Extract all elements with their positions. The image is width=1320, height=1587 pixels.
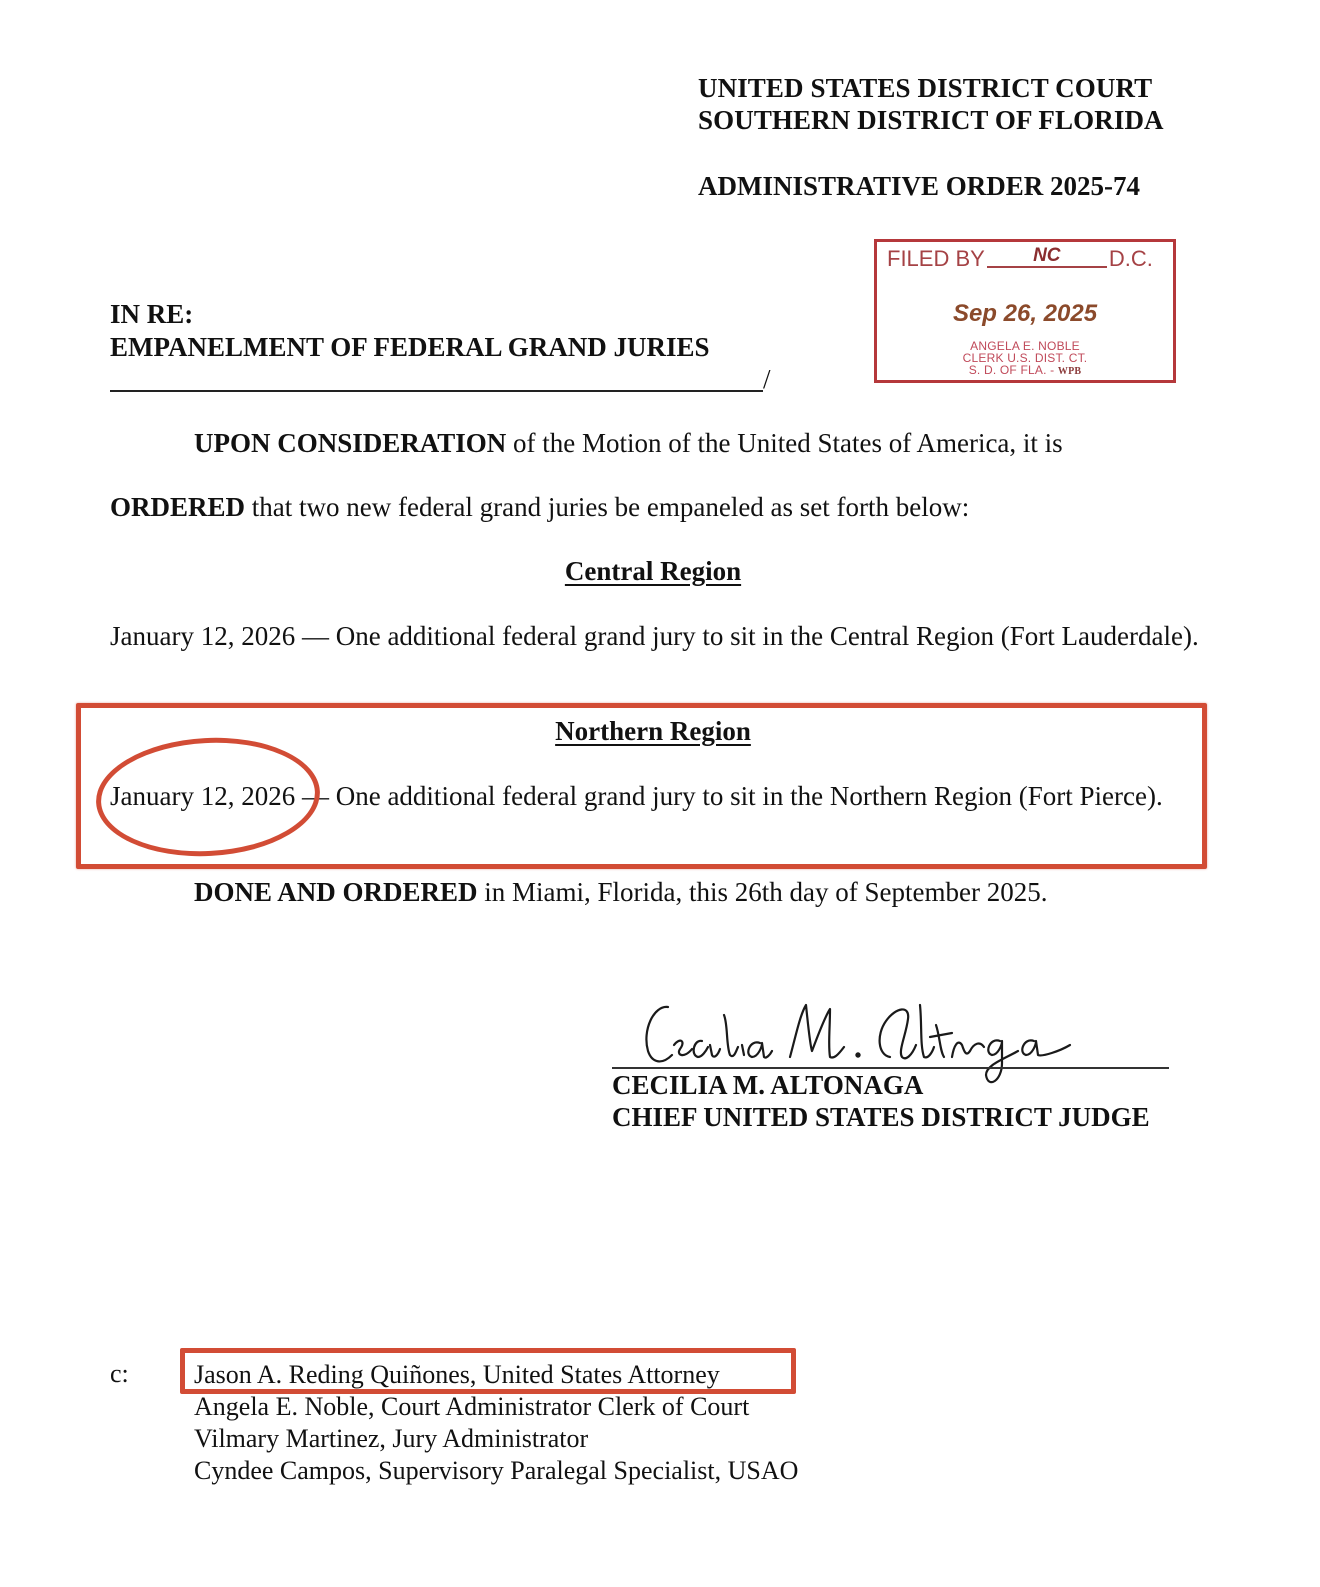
done-and-ordered-paragraph — [194, 876, 1047, 908]
central-region-text: January 12, 2026 — One additional federal grand jury to sit in the Central Region (Fort Lauderdale). — [110, 621, 1199, 651]
cc-recipient: Jason A. Reding Quiñones, United States Attorney — [194, 1360, 720, 1389]
upon-consideration-bold: UPON CONSIDERATION — [194, 428, 507, 458]
in-re-label: IN RE: — [110, 299, 194, 329]
cc-label: c: — [110, 1359, 129, 1388]
order-number: ADMINISTRATIVE ORDER 2025-74 — [698, 171, 1141, 201]
stamp-dc-label: D.C. — [1108, 246, 1153, 271]
stamp-district-text: S. D. OF FLA. - — [968, 363, 1055, 377]
central-region-heading: Central Region — [564, 556, 742, 586]
northern-region-description: — One additional federal grand jury to sit in the Northern Region (Fort Pierce). — [295, 781, 1163, 811]
done-and-ordered-text: in Miami, Florida, this 26th day of September 2025. — [477, 877, 1048, 907]
ordered-paragraph — [110, 491, 969, 523]
stamp-clerk — [877, 340, 1173, 378]
ordered-text: that two new federal grand juries be empaneled as set forth below: — [245, 492, 970, 522]
stamp-initials: NC — [987, 246, 1107, 268]
caption-title: EMPANELMENT OF FEDERAL GRAND JURIES — [110, 332, 710, 362]
court-header — [698, 72, 1164, 136]
stamp-clerk-title: CLERK U.S. DIST. CT. — [962, 351, 1088, 365]
highlight-box-us-attorney — [180, 1348, 796, 1394]
judge-title: CHIEF UNITED STATES DISTRICT JUDGE — [612, 1102, 1150, 1132]
case-caption — [110, 298, 710, 364]
stamp-filed-by — [887, 246, 1153, 272]
northern-region-heading: Northern Region — [555, 716, 751, 746]
caption-divider — [110, 390, 763, 392]
upon-consideration-paragraph — [194, 427, 1063, 459]
upon-consideration-text: of the Motion of the United States of America, it is — [506, 428, 1063, 458]
stamp-division: WPB — [1057, 366, 1082, 377]
ordered-bold: ORDERED — [110, 492, 246, 522]
caption-slash: / — [763, 364, 771, 394]
stamp-filed-label: FILED BY — [887, 246, 985, 271]
cc-recipient: Vilmary Martinez, Jury Administrator — [194, 1424, 589, 1453]
northern-region-date: January 12, 2026 — [110, 781, 296, 811]
stamp-date: Sep 26, 2025 — [952, 300, 1098, 327]
cc-recipient: Cyndee Campos, Supervisory Paralegal Specialist, USAO — [194, 1456, 799, 1485]
done-and-ordered-bold: DONE AND ORDERED — [194, 877, 478, 907]
cc-recipient: Angela E. Noble, Court Administrator Clerk of Court — [194, 1392, 750, 1421]
stamp-clerk-district — [877, 364, 1173, 378]
judge-name: CECILIA M. ALTONAGA — [612, 1070, 924, 1100]
stamp-clerk-name: ANGELA E. NOBLE — [970, 339, 1080, 353]
court-district: SOUTHERN DISTRICT OF FLORIDA — [698, 105, 1164, 135]
court-name: UNITED STATES DISTRICT COURT — [698, 73, 1153, 103]
judge-block — [612, 1069, 1150, 1133]
filed-stamp — [874, 239, 1176, 383]
